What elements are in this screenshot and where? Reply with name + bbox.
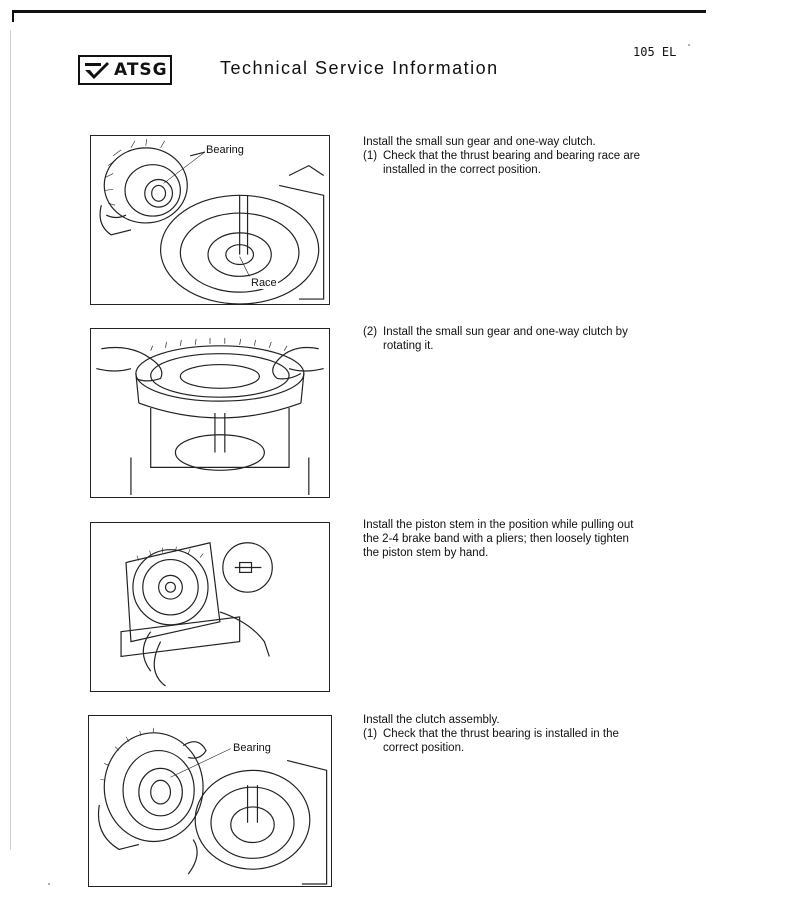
page-number: 105 EL [633, 45, 677, 59]
one-way-clutch-illustration [91, 329, 329, 497]
sun-gear-illustration [91, 136, 329, 304]
figure-label-bearing: Bearing [233, 742, 271, 754]
left-margin-rule [10, 30, 11, 850]
page-title: Technical Service Information [220, 58, 499, 78]
instruction-intro: Install the piston stem in the position while pulling out the 2-4 brake band with a pliers; then loosely tighten the piston stem by hand. [363, 519, 634, 559]
figure-label-race: Race [251, 277, 277, 289]
logo-text: ATSG [114, 60, 168, 80]
instruction-block-2 [363, 325, 648, 353]
instruction-step: (1) Check that the thrust bearing and bearing race are installed in the correct position. [363, 150, 640, 176]
figure-clutch-assembly [88, 715, 332, 887]
instruction-block-4 [363, 713, 648, 755]
figure-piston-stem [90, 522, 330, 692]
figure-rotate-clutch [90, 328, 330, 498]
figure-sun-gear-bearing [90, 135, 330, 305]
instruction-step: (1) Check that the thrust bearing is installed in the correct position. [363, 728, 619, 754]
atsg-logo [78, 55, 172, 85]
instruction-step: (2) Install the small sun gear and one-way clutch by rotating it. [363, 326, 628, 352]
figure-label-bearing: Bearing [206, 144, 244, 156]
piston-stem-illustration [91, 523, 329, 691]
instruction-intro: Install the clutch assembly. [363, 714, 500, 726]
corner-rule [12, 10, 14, 22]
instruction-block-1 [363, 135, 648, 177]
clutch-assembly-illustration [89, 716, 331, 886]
scan-speck [688, 44, 690, 46]
scan-speck [48, 883, 50, 885]
top-rule [12, 10, 706, 13]
instruction-block-3 [363, 518, 648, 560]
checkmark-icon [84, 60, 110, 80]
instruction-intro: Install the small sun gear and one-way clutch. [363, 136, 596, 148]
